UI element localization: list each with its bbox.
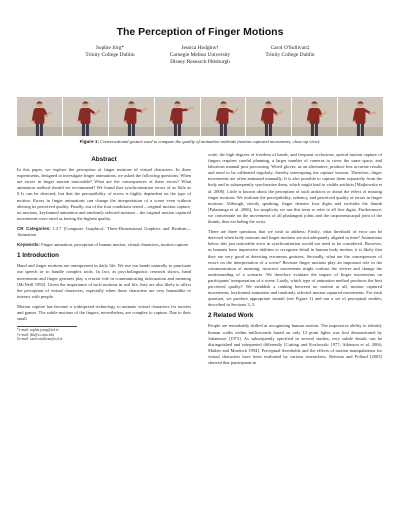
person-figure <box>17 97 62 136</box>
introduction-heading: 1 Introduction <box>17 252 59 260</box>
figure-frame-5 <box>201 97 246 136</box>
author-3 <box>250 45 330 59</box>
person-figure <box>292 97 337 136</box>
person-figure <box>155 97 200 136</box>
left-column <box>17 152 191 342</box>
figure-frame-2 <box>63 97 108 136</box>
cr-categories <box>17 226 191 238</box>
footnotes <box>17 326 77 342</box>
author-3-name: Carol O'Sullivan‡ <box>270 45 310 51</box>
introduction-paragraph-3: scale, the high degrees of freedom of hands, and frequent occlusions, optical motion capture of fingers requires careful planning, a larger number of cameras to cover the same space, and laborious manual post processing. Wired gloves, as an alternative, produce less accurate results and need to be calibrated regularly, thereby interrupting the capture session. Therefore, finger movements are often animated manually. It is also possible to capture them separately from the body and to subsequently synchronize them, which might lead to visible artifacts [Majkowska et al. 2006]. Little is known about the perception of such artifacts or about the effect of missing finger motions. We evaluate the perceptibility, saliency, and perceived quality of errors in finger motions. Although, strictly speaking, finger denotes four digits and excludes the thumb [Palastanga et al. 2006], for simplicity we use this term to refer to all five digits. Furthermore, we concentrate on the movements of all phalangeal joints and the carpometacarpal joint of the thumb, thus excluding the wrist. <box>208 152 382 225</box>
author-2-affiliation-secondary: Disney Research Pittsburgh <box>170 59 230 65</box>
figure-caption-label: Figure 1: <box>79 139 100 144</box>
author-2-name: Jessica Hodgins† <box>181 45 219 51</box>
figure-frame-8 <box>338 97 383 136</box>
cr-categories-text: I.3.7 [Computer Graphics]: Three-Dimensional Graphics and Realism—Animation <box>17 225 192 238</box>
figure-frame-4 <box>155 97 200 136</box>
figure-frame-3 <box>109 97 154 136</box>
author-3-affiliation: Trinity College Dublin <box>265 52 315 58</box>
figure-caption-text: Conversational gesture used to compare the quality of animation methods (motion captured movements, close-up view). <box>100 139 321 144</box>
keywords-text: Finger animation, perception of human motion, virtual characters, motion capture <box>41 242 189 248</box>
paper-title: The Perception of Finger Motions <box>116 26 284 38</box>
author-2-affiliation: Carnegie Mellon University <box>169 52 231 58</box>
person-figure <box>246 97 291 136</box>
figure-1-caption <box>17 139 383 145</box>
figure-frame-7 <box>292 97 337 136</box>
related-work-heading: 2 Related Work <box>208 312 254 320</box>
keywords-label: Keywords: <box>17 242 41 248</box>
person-figure <box>63 97 108 136</box>
person-figure <box>338 97 383 136</box>
abstract-heading: Abstract <box>91 156 117 163</box>
footnote-3: ‡e-mail: carol.osullivan@tcd.ie <box>17 337 63 342</box>
author-2 <box>160 45 240 66</box>
author-1 <box>70 45 150 59</box>
figure-frame-6 <box>246 97 291 136</box>
footnote-2: †e-mail: jkh@cs.cmu.edu <box>17 332 54 337</box>
author-1-name: Sophie Jörg* <box>95 45 125 51</box>
author-1-affiliation: Trinity College Dublin <box>85 52 135 58</box>
introduction-paragraph-2: Motion capture has become a widespread technology to animate virtual characters for movies and games. The subtle motions of the fingers, nevertheless, are complex to capture. Due to their small <box>17 303 191 322</box>
person-figure <box>201 97 246 136</box>
figure-frame-1 <box>17 97 62 136</box>
introduction-paragraph-1: Hand and finger motions are omnipresent in daily life. We use our hands naturally to punctuate our speech or to handle complex tools. In fact, as psycholinguistic research shows, hand movements and finger gestures play a crucial role in communicating information and meaning [McNeill 1992]. Given the importance of such motions in real life, they are also likely to affect the perception of virtual characters, especially when those characters are very humanlike or interact with people. <box>17 263 191 299</box>
person-figure <box>109 97 154 136</box>
right-column <box>208 152 382 370</box>
figure-1-image-strip <box>17 97 383 136</box>
introduction-paragraph-4: There are three questions that we wish to address: Firstly, what threshold of error can be detected when body motions and finger motions are not adequately aligned in time? Animations below this just noticeable error in synchronization would not need to be considered. However, as humans have impressive abilities to recognize detail in human body motion, it is likely that they are very good at detecting erroneous gestures. Secondly, what are the consequences of errors on the interpretation of a scene? Because finger motions play an important role in the communication of meaning, incorrect movements might confuse the viewer and change the understanding of a scenario. We therefore evaluate the impact of finger movements on participants' interpretation of a scene. Lastly, which type of animation method produces the best perceived quality? We establish a ranking between no motion at all, motion captured movements, keyframed animation and randomly selected motion captured movements. For each question, we produce appropriate stimuli (see Figure 1) and run a set of perceptual studies, described in Sections 3–5. <box>208 229 382 308</box>
keywords <box>17 242 191 248</box>
abstract-text: In this paper, we explore the perception of finger motions of virtual characters. In three experiments, designed to investigate finger animations, we asked the following questions: When are errors in finger motion noticeable? What are the consequences of these errors? What animation method should we recommend? We found that synchronization errors of as little as 0.1s can be detected, but that the perceptibility of errors is highly dependent on the type of motion. Errors in finger animations can change the interpretation of a scene even without altering its perceived quality. Finally, out of the four conditions tested – original motion capture, no motions, keyframed animation and randomly selected motions – the original motion captured movements were rated as having the highest quality. <box>17 167 191 221</box>
related-work-paragraph-1: People are remarkably skilled at recognizing human motion. The impressive ability to identify human walks within milliseconds based on only 12 point lights was first demonstrated by Johansson [1973]. As subsequently specified in several studies, very subtle details can be distinguished and interpreted differently [Cutting and Kozlowski 1977; Atkinson et al. 2004; Mather and Murdoch 1994]. Perceptual thresholds and the effects of motion manipulations for virtual characters have been evaluated by various researchers. Reitsma and Pollard [2003] showed that participants in <box>208 323 382 365</box>
footnote-1: *e-mail: sophie.joerg@tcd.ie <box>17 328 59 333</box>
cr-categories-label: CR Categories: <box>17 225 51 231</box>
